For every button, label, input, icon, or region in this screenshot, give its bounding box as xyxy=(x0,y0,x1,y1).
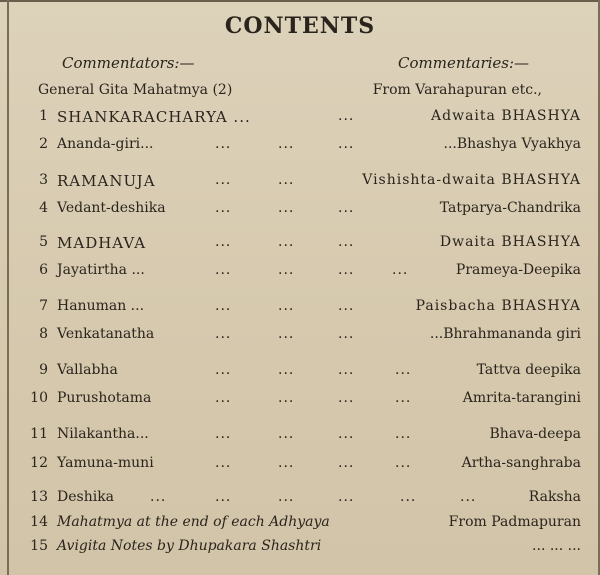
leader-dots: ... ... ... xyxy=(215,234,355,250)
commentary-title: Tatparya-Chandrika xyxy=(439,200,581,216)
commentator-name: Yamuna-muni xyxy=(57,455,154,471)
commentator-name: Mahatmya at the end of each Adhyaya xyxy=(57,514,330,530)
commentary-title: From Varahapuran etc., xyxy=(372,82,542,98)
contents-row xyxy=(0,262,600,284)
leader-dots: ... ... ... xyxy=(215,200,355,216)
contents-row xyxy=(0,514,600,536)
row-number: 3 xyxy=(39,172,48,188)
commentary-title: Paisbacha BHASHYA xyxy=(415,298,581,314)
commentary-title: Amrita-tarangini xyxy=(462,390,581,406)
top-border-line xyxy=(0,0,600,2)
leader-dots: ... ... xyxy=(215,172,295,188)
contents-row xyxy=(0,362,600,384)
commentary-title: Vishishta-dwaita BHASHYA xyxy=(362,172,581,188)
leader-dots: ... xyxy=(338,108,355,124)
contents-row xyxy=(0,489,600,511)
page-title: CONTENTS xyxy=(224,13,376,39)
commentator-name: Deshika xyxy=(57,489,115,505)
contents-row xyxy=(0,326,600,348)
contents-row xyxy=(0,82,600,104)
commentator-name: Hanuman ... xyxy=(57,298,145,314)
contents-row xyxy=(0,200,600,222)
row-number: 5 xyxy=(39,234,48,250)
leader-dots: ... ... ... ... xyxy=(215,362,412,378)
commentary-title: ... ... ... xyxy=(532,538,581,554)
commentator-name: Vallabha xyxy=(57,362,118,378)
commentators-header: Commentators:— xyxy=(62,54,195,72)
commentary-title: Raksha xyxy=(528,489,581,505)
contents-row xyxy=(0,426,600,448)
row-number: 14 xyxy=(30,514,48,530)
commentator-name: Avigita Notes by Dhupakara Shashtri xyxy=(57,538,322,554)
contents-row xyxy=(0,234,600,256)
contents-row xyxy=(0,390,600,412)
row-number: 2 xyxy=(39,136,48,152)
commentator-name: RAMANUJA xyxy=(57,172,156,190)
commentary-title: ...Bhrahmananda giri xyxy=(429,326,581,342)
commentary-title: Tattva deepika xyxy=(476,362,581,378)
commentary-title: Dwaita BHASHYA xyxy=(439,234,581,250)
commentary-title: ...Bhashya Vyakhya xyxy=(443,136,581,152)
row-number: 15 xyxy=(30,538,48,554)
leader-dots: ... ... ... xyxy=(215,136,355,152)
leader-dots: ... ... ... ... xyxy=(215,426,412,442)
leader-dots: ... ... ... xyxy=(215,298,355,314)
leader-dots: ... ... ... ... xyxy=(215,390,412,406)
row-number: 6 xyxy=(39,262,48,278)
commentaries-header: Commentaries:— xyxy=(398,54,530,72)
commentator-name: Purushotama xyxy=(57,390,152,406)
commentator-name: General Gita Mahatmya (2) xyxy=(38,82,233,98)
commentator-name: Vedant-deshika xyxy=(57,200,166,216)
commentary-title: Prameya-Deepika xyxy=(455,262,581,278)
commentator-name: Nilakantha... xyxy=(57,426,149,442)
row-number: 13 xyxy=(30,489,48,505)
row-number: 11 xyxy=(30,426,48,442)
contents-row xyxy=(0,298,600,320)
commentary-title: Bhava-deepa xyxy=(489,426,581,442)
leader-dots: ... ... ... ... xyxy=(215,455,412,471)
commentary-title: Artha-sanghraba xyxy=(461,455,581,471)
leader-dots: ... ... ... xyxy=(215,326,355,342)
contents-row xyxy=(0,172,600,194)
commentator-name: MADHAVA xyxy=(57,234,147,252)
commentary-title: Adwaita BHASHYA xyxy=(431,108,581,124)
row-number: 12 xyxy=(30,455,48,471)
contents-row xyxy=(0,455,600,477)
commentator-name: SHANKARACHARYA ... xyxy=(57,108,251,126)
row-number: 7 xyxy=(39,298,48,314)
row-number: 9 xyxy=(39,362,48,378)
contents-row xyxy=(0,538,600,560)
commentator-name: Ananda-giri... xyxy=(57,136,154,152)
row-number: 1 xyxy=(39,108,48,124)
contents-row xyxy=(0,108,600,130)
commentator-name: Venkatanatha xyxy=(57,326,155,342)
leader-dots: ... ... ... ... ... ... xyxy=(150,489,477,505)
row-number: 8 xyxy=(39,326,48,342)
row-number: 4 xyxy=(39,200,48,216)
contents-row xyxy=(0,136,600,158)
leader-dots: ... ... ... ... xyxy=(215,262,409,278)
commentator-name: Jayatirtha ... xyxy=(57,262,145,278)
row-number: 10 xyxy=(30,390,48,406)
commentary-title: From Padmapuran xyxy=(448,514,581,530)
